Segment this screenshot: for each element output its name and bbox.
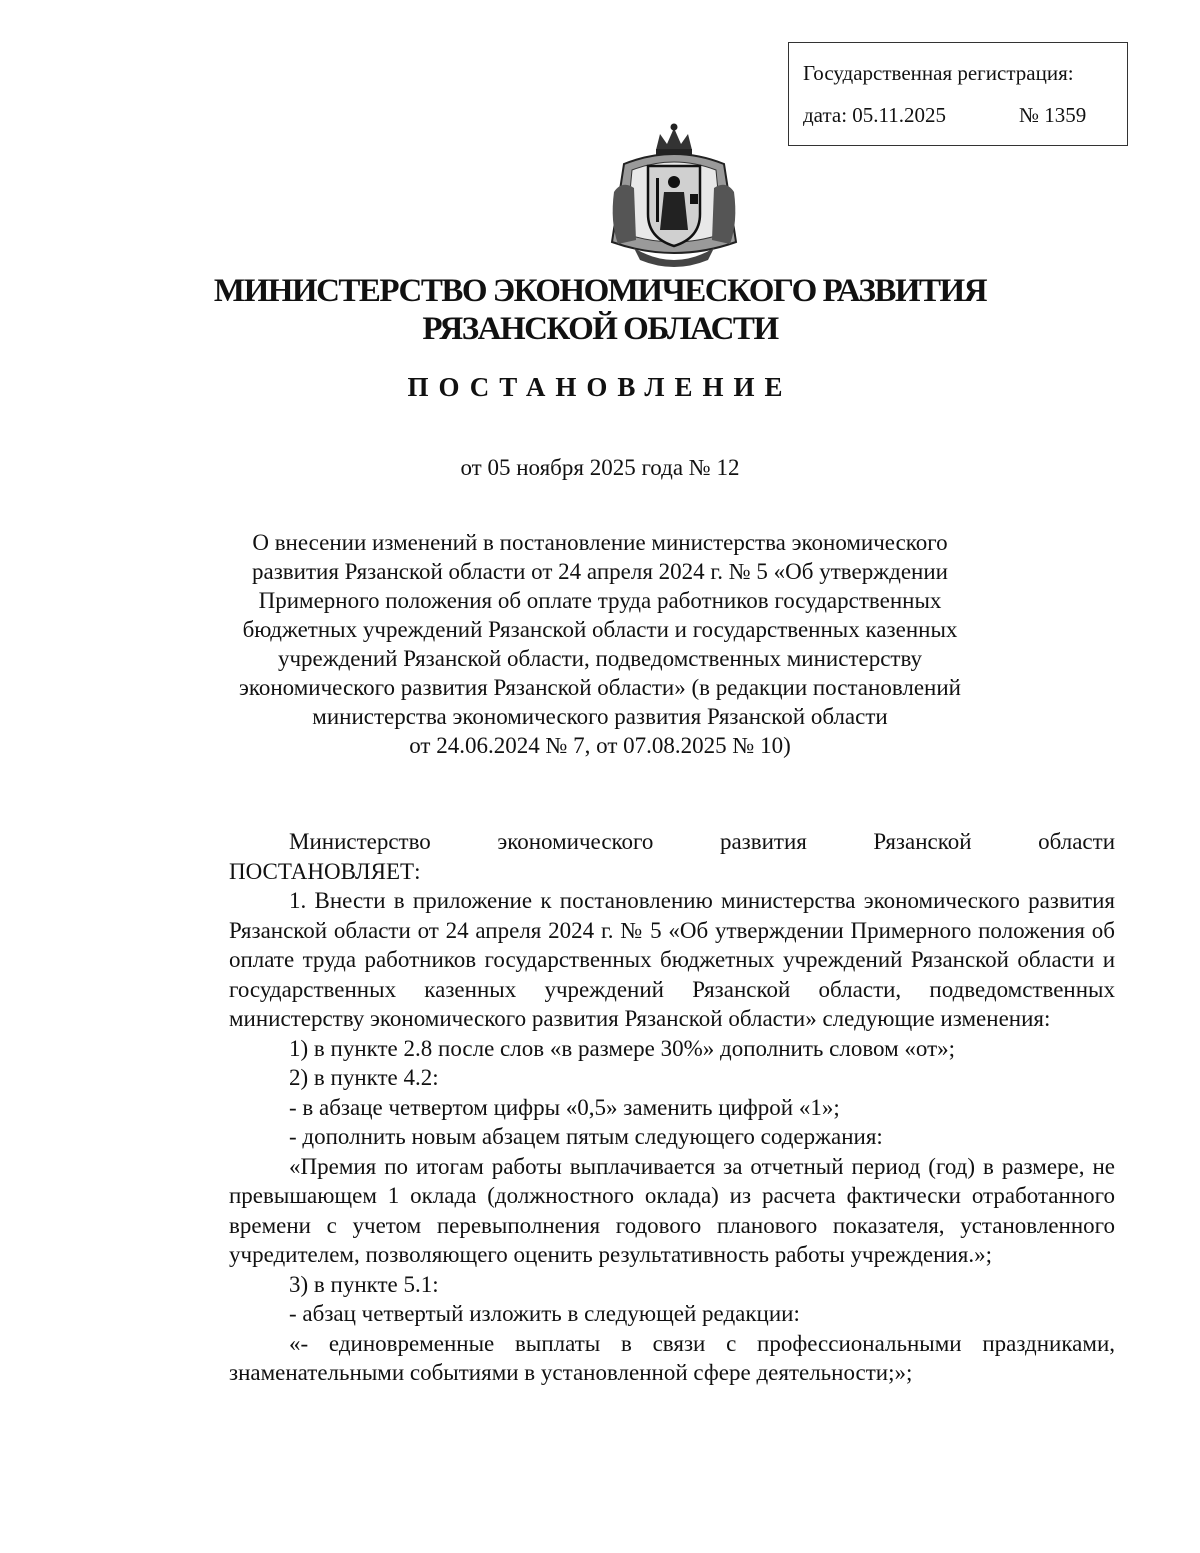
subject-line: учреждений Рязанской области, подведомственных министерству bbox=[277, 646, 923, 671]
body-paragraph: «Премия по итогам работы выплачивается за отчетный период (год) в размере, не превышающем 1 оклада (должностного оклада) из расчета фактически отработанного времени с учетом перевыполнения годового планового показателя, установленного учредителем, позволяющего оценить результативность работы учреждения.»; bbox=[229, 1153, 1115, 1267]
subject-line: экономического развития Рязанской области» (в редакции постановлений bbox=[239, 675, 961, 700]
coat-of-arms-icon bbox=[604, 122, 744, 272]
registration-stamp bbox=[788, 42, 1128, 146]
body-intro-verb: ПОСТАНОВЛЯЕТ: bbox=[229, 858, 421, 884]
subject-line: Примерного положения об оплате труда работников государственных bbox=[258, 588, 942, 613]
body-paragraph: 3) в пункте 5.1: bbox=[289, 1271, 439, 1297]
registration-title: Государственная регистрация: bbox=[803, 61, 1074, 85]
subject-line: от 24.06.2024 № 7, от 07.08.2025 № 10) bbox=[409, 733, 791, 758]
subject-line: развития Рязанской области от 24 апреля 2024 г. № 5 «Об утверждении bbox=[252, 559, 948, 584]
subject-line: министерства экономического развития Рязанской области bbox=[312, 704, 888, 729]
registration-number: № 1359 bbox=[1019, 103, 1087, 127]
document-subject bbox=[200, 528, 1000, 760]
document-type: ПОСТАНОВЛЕНИЕ bbox=[407, 372, 793, 402]
ministry-name-line1: МИНИСТЕРСТВО ЭКОНОМИЧЕСКОГО РАЗВИТИЯ bbox=[213, 273, 987, 309]
ministry-name bbox=[0, 272, 1200, 348]
document-date: от 05 ноября 2025 года № 12 bbox=[460, 455, 740, 480]
body-paragraph: - дополнить новым абзацем пятым следующего содержания: bbox=[289, 1124, 883, 1149]
subject-line: бюджетных учреждений Рязанской области и государственных казенных bbox=[242, 617, 958, 642]
body-paragraph: - в абзаце четвертом цифры «0,5» заменить цифрой «1»; bbox=[289, 1094, 840, 1120]
body-intro-line: Министерство экономического развития Рязанской области bbox=[289, 829, 1115, 854]
body-paragraph: 1. Внести в приложение к постановлению министерства экономического развития Рязанской области от 24 апреля 2024 г. № 5 «Об утверждении Примерного положения об оплате труда работников государственных бюджетных учреждений Рязанской области и государственных казенных учреждений Рязанской области, подведомственных министерству экономического развития Рязанской области» следующие изменения: bbox=[229, 888, 1115, 1031]
subject-line: О внесении изменений в постановление министерства экономического bbox=[252, 530, 948, 555]
body-paragraph: 2) в пункте 4.2: bbox=[289, 1065, 439, 1090]
registration-date: дата: 05.11.2025 bbox=[803, 103, 947, 127]
ministry-name-line2: РЯЗАНСКОЙ ОБЛАСТИ bbox=[422, 311, 778, 347]
body-paragraph: «- единовременные выплаты в связи с профессиональными праздниками, знаменательными событиями в установленной сфере деятельности;»; bbox=[229, 1330, 1115, 1385]
body-paragraph: 1) в пункте 2.8 после слов «в размере 30%» дополнить словом «от»; bbox=[289, 1035, 956, 1061]
body-paragraph: - абзац четвертый изложить в следующей редакции: bbox=[289, 1301, 800, 1326]
document-body bbox=[229, 827, 1115, 1388]
